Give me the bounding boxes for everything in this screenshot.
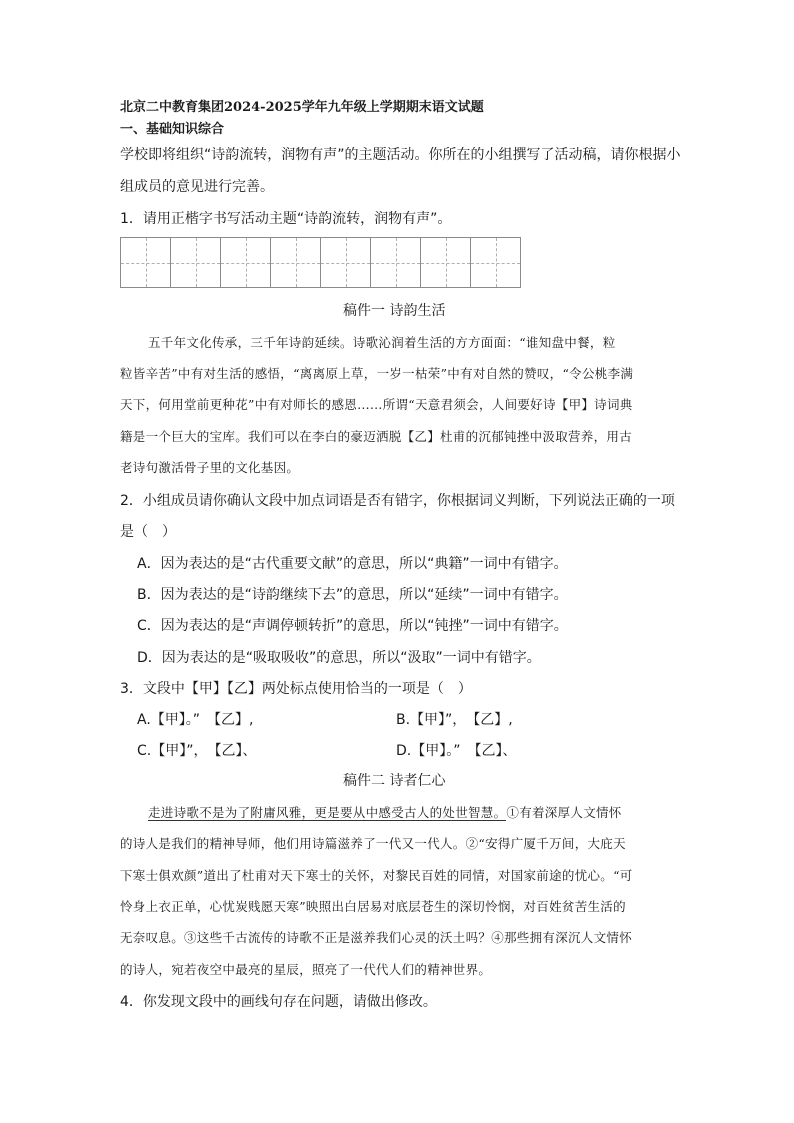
q3-option-c[interactable]: C.【甲】”， 【乙】、: [137, 743, 257, 759]
q3-option-a[interactable]: A.【甲】。” 【乙】,: [137, 712, 254, 728]
grid-cell[interactable]: [121, 238, 171, 287]
draft2-line: 下寒士俱欢颜”道出了杜甫对天下寒士的关怀，对黎民百姓的同情，对国家前途的忧心。“可: [120, 868, 633, 883]
grid-cell[interactable]: [171, 238, 221, 287]
draft1-line: 老诗句激活骨子里的文化基因。: [120, 460, 300, 475]
draft2-heading: 稿件二 诗者仁心: [343, 773, 446, 789]
q2-option-d[interactable]: D．因为表达的是“吸取吸收”的意思，所以“汲取”一词中有错字。: [137, 650, 541, 666]
question-3-stem: 3．文段中【甲】【乙】两处标点使用恰当的一项是（ ）: [120, 681, 472, 697]
q3-option-b[interactable]: B.【甲】”， 【乙】,: [396, 712, 513, 728]
question-1: 1．请用正楷字书写活动主题“诗韵流转，润物有声”。: [120, 211, 452, 227]
draft2-line: 的诗人，宛若夜空中最亮的星辰，照亮了一代代人们的精神世界。: [120, 962, 492, 977]
question-4: 4．你发现文段中的画线句存在问题，请做出修改。: [120, 994, 437, 1010]
grid-cell[interactable]: [221, 238, 271, 287]
question-2-stem-cont: 是（ ）: [120, 524, 176, 540]
draft2-line-1: [148, 803, 622, 821]
grid-cell[interactable]: [321, 238, 371, 287]
document-title: 北京二中教育集团2024-2025学年九年级上学期期末语文试题: [120, 100, 484, 115]
question-2-stem: 2．小组成员请你确认文段中加点词语是否有错字，你根据词义判断，下列说法正确的一项: [120, 493, 675, 509]
q2-option-a[interactable]: A．因为表达的是“古代重要文献”的意思，所以“典籍”一词中有错字。: [137, 556, 568, 572]
draft1-line: 天下，何用堂前更种花”中有对师长的感恩……所谓“天意君须会，人间要好诗【甲】诗词典: [120, 397, 633, 412]
draft1-line: 籍是一个巨大的宝库。我们可以在李白的豪迈洒脱【乙】杜甫的沉郁钝挫中汲取营养，用古: [120, 429, 633, 444]
section-heading: 一、基础知识综合: [120, 122, 225, 137]
draft2-line: 无奈叹息。③这些千古流传的诗歌不正是滋养我们心灵的沃土吗？④那些拥有深沉人文情怀: [120, 930, 633, 945]
intro-line-2: 组成员的意见进行完善。: [120, 179, 274, 195]
underlined-sentence: 走进诗歌不是为了附庸风雅，更是要从中感受古人的处世智慧。: [148, 805, 507, 820]
grid-cell[interactable]: [421, 238, 471, 287]
draft1-line: 粒皆辛苦”中有对生活的感悟，“离离原上草，一岁一枯荣”中有对自然的赞叹，“令公桃李满: [120, 366, 634, 381]
draft1-line: 五千年文化传承，三千年诗韵延续。诗歌沁润着生活的方方面面：“谁知盘中餐，粒: [148, 335, 616, 350]
draft2-line: 的诗人是我们的精神导师，他们用诗篇滋养了一代又一代人。②“安得广厦千万间，大庇天: [120, 836, 626, 851]
draft2-line-1-rest: ①有着深厚人文情怀: [506, 805, 622, 820]
intro-line-1: 学校即将组织“诗韵流转，润物有声”的主题活动。你所在的小组撰写了活动稿，请你根据小: [120, 147, 681, 163]
draft2-line: 怜身上衣正单，心忧炭贱愿天寒”映照出白居易对底层苍生的深切怜悯，对百姓贫苦生活的: [120, 899, 626, 914]
grid-cell[interactable]: [371, 238, 421, 287]
writing-grid[interactable]: [120, 237, 521, 288]
draft1-heading: 稿件一 诗韵生活: [343, 303, 446, 319]
q2-option-c[interactable]: C．因为表达的是“声调停顿转折”的意思，所以“钝挫”一词中有错字。: [137, 618, 568, 634]
grid-cell[interactable]: [271, 238, 321, 287]
q3-option-d[interactable]: D.【甲】。” 【乙】、: [396, 743, 517, 759]
grid-cell[interactable]: [471, 238, 520, 287]
q2-option-b[interactable]: B．因为表达的是“诗韵继续下去”的意思，所以“延续”一词中有错字。: [137, 587, 568, 603]
